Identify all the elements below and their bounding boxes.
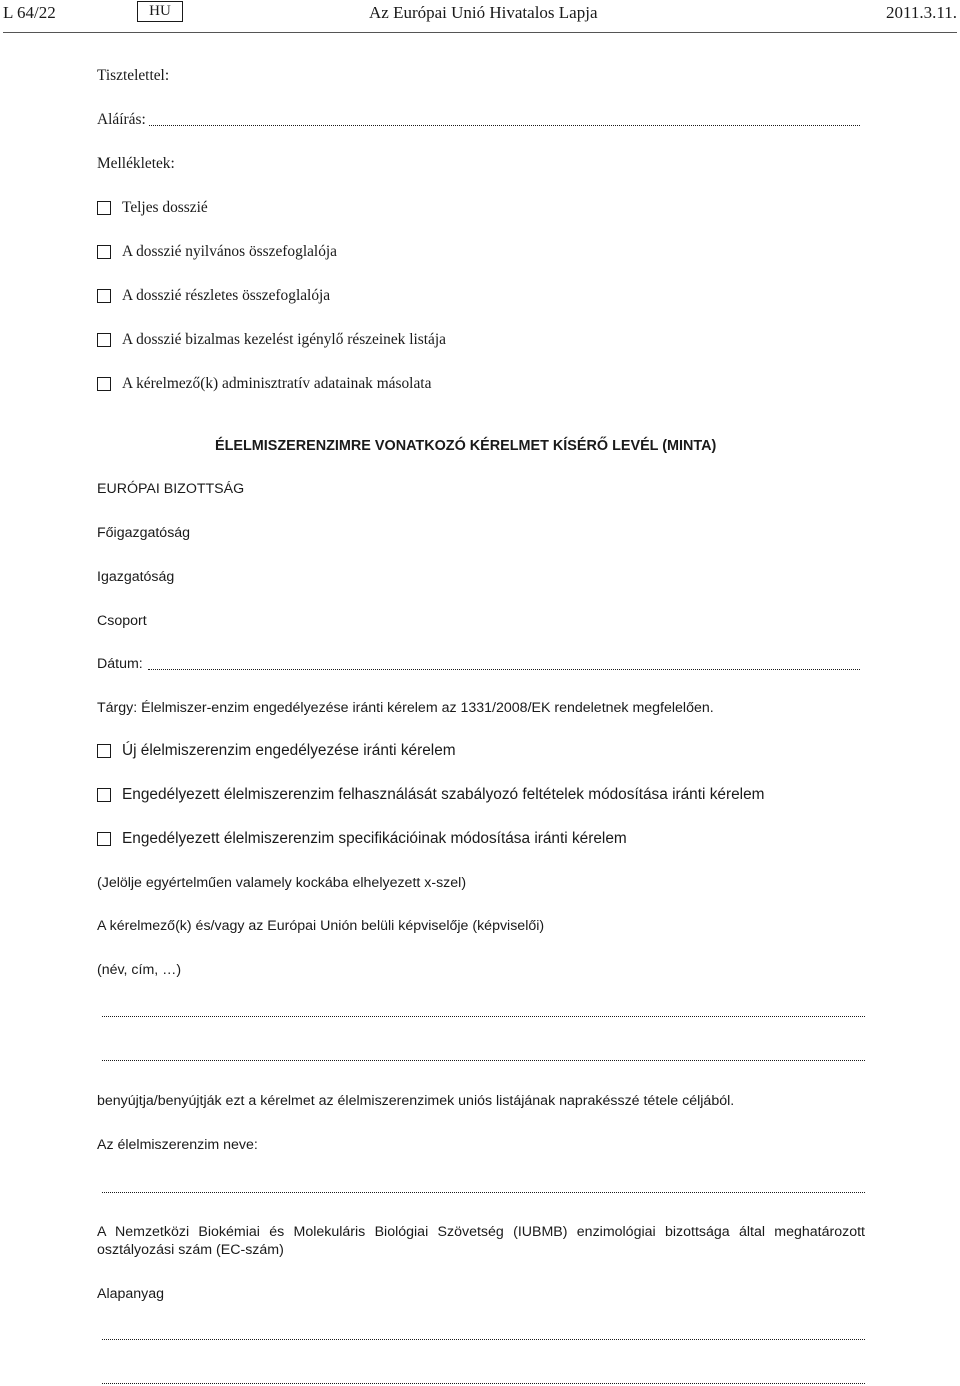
checkbox[interactable] [97, 788, 111, 802]
source-label: Alapanyag [97, 1286, 165, 1302]
annex-label: A kérelmező(k) adminisztratív adatainak másolata [122, 375, 432, 392]
annex-item [97, 375, 431, 393]
checkbox[interactable] [97, 744, 111, 758]
annex-label: Teljes dosszié [122, 199, 208, 216]
applicant-label: A kérelmező(k) és/vagy az Európai Unión belüli képviselője (képviselői) [97, 918, 545, 934]
source-field-1[interactable] [102, 1339, 865, 1340]
option-label: Új élelmiszerenzim engedélyezése iránti kérelem [122, 742, 456, 759]
request-option [97, 742, 456, 760]
date-label: Dátum: [97, 656, 143, 672]
source-field-2[interactable] [102, 1383, 865, 1384]
recipient: EURÓPAI BIZOTTSÁG [97, 481, 245, 497]
submission-text: benyújtja/benyújtják ezt a kérelmet az élelmiszerenzimek uniós listájának naprakésszé tétele céljából. [97, 1093, 735, 1109]
subject-line: Tárgy: Élelmiszer-enzim engedélyezése iránti kérelem az 1331/2008/EK rendeletnek megfelelően. [97, 700, 714, 716]
request-option [97, 830, 627, 848]
regards-text: Tisztelettel: [97, 67, 170, 84]
enzyme-name-field[interactable] [102, 1192, 865, 1193]
enzyme-name-label: Az élelmiszerenzim neve: [97, 1137, 258, 1153]
header-rule [3, 32, 957, 33]
journal-header [0, 0, 960, 34]
applicant-field-2[interactable] [102, 1060, 865, 1061]
instruction-text: (Jelölje egyértelműen valamely kockába elhelyezett x-szel) [97, 875, 467, 891]
signature-field[interactable] [149, 125, 860, 126]
issue-date: 2011.3.11. [886, 3, 957, 22]
journal-title: Az Európai Unió Hivatalos Lapja [369, 3, 598, 22]
checkbox[interactable] [97, 245, 111, 259]
annex-item [97, 331, 446, 349]
option-label: Engedélyezett élelmiszerenzim specifikációinak módosítása iránti kérelem [122, 830, 627, 847]
checkbox[interactable] [97, 201, 111, 215]
checkbox[interactable] [97, 832, 111, 846]
checkbox[interactable] [97, 377, 111, 391]
option-label: Engedélyezett élelmiszerenzim felhasználását szabályozó feltételek módosítása iránti kérelem [122, 786, 765, 803]
checkbox[interactable] [97, 289, 111, 303]
annexes-label: Mellékletek: [97, 155, 175, 172]
annex-label: A dosszié nyilvános összefoglalója [122, 243, 338, 260]
annex-label: A dosszié bizalmas kezelést igénylő részeinek listája [122, 331, 446, 348]
iubmb-text: A Nemzetközi Biokémiai és Molekuláris Biológiai Szövetség (IUBMB) enzimológiai bizottsága által meghatározott osztályozási szám (EC-szám) [97, 1224, 865, 1258]
checkbox[interactable] [97, 333, 111, 347]
letter-heading: ÉLELMISZERENZIMRE VONATKOZÓ KÉRELMET KÍSÉRŐ LEVÉL (MINTA) [215, 438, 717, 454]
signature-label: Aláírás: [97, 111, 146, 128]
unit: Csoport [97, 613, 147, 629]
annex-label: A dosszié részletes összefoglalója [122, 287, 331, 304]
date-field[interactable] [148, 669, 860, 670]
directorate: Igazgatóság [97, 569, 175, 585]
page-reference: L 64/22 [3, 3, 56, 22]
applicant-field-1[interactable] [102, 1016, 865, 1017]
directorate-general: Főigazgatóság [97, 525, 191, 541]
language-badge: HU [137, 1, 183, 22]
request-option [97, 786, 764, 804]
annex-item [97, 287, 330, 305]
annex-item [97, 243, 337, 261]
applicant-hint: (név, cím, …) [97, 962, 182, 978]
annex-item [97, 199, 208, 217]
